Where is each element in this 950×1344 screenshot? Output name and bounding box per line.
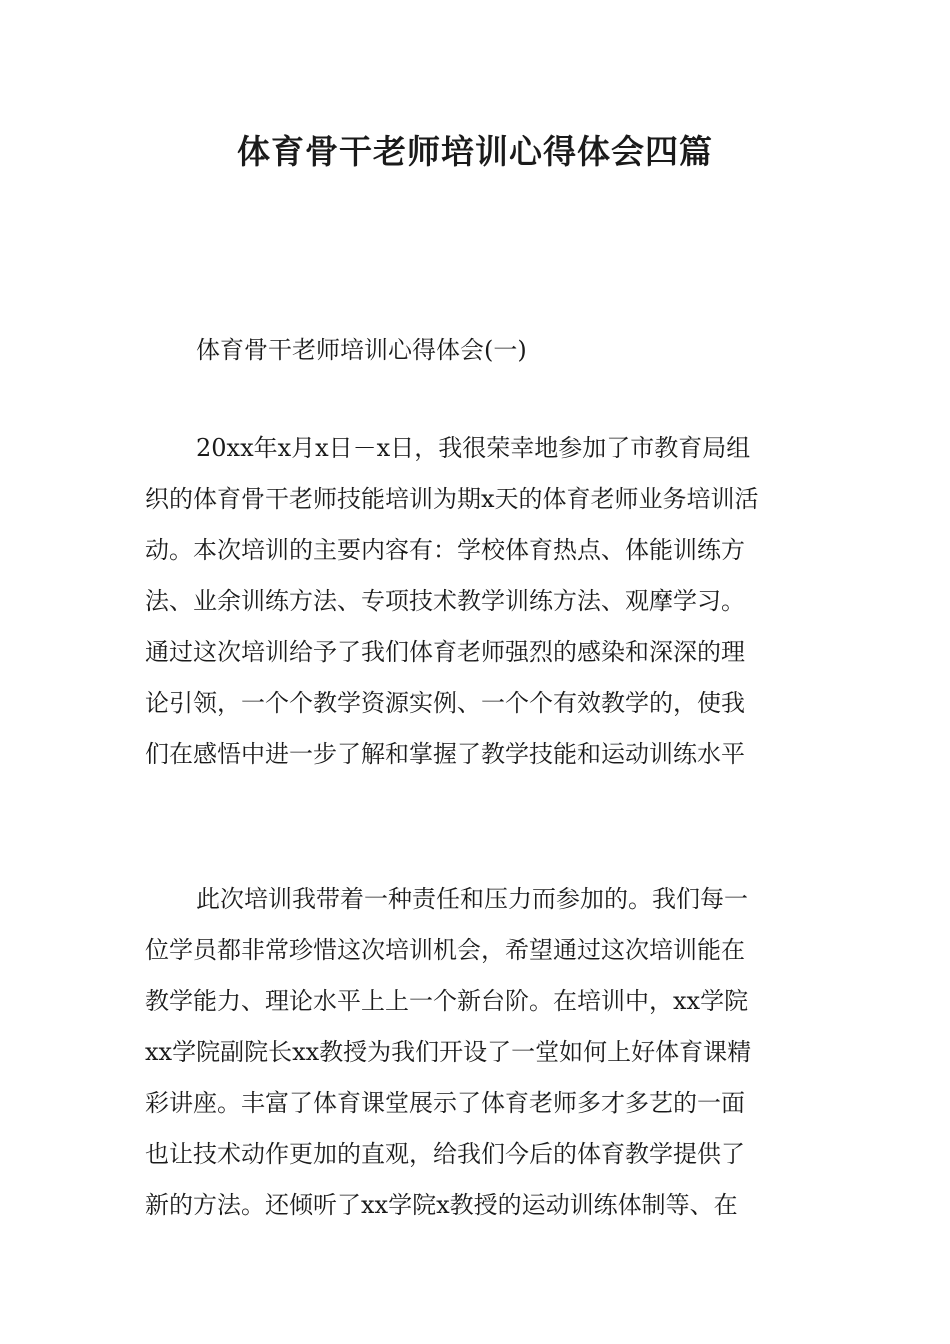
document-title: 体育骨干老师培训心得体会四篇 bbox=[237, 132, 713, 171]
paragraph-2-line: 位学员都非常珍惜这次培训机会，希望通过这次培训能在 bbox=[145, 936, 745, 964]
paragraph-1-line: 们在感悟中进一步了解和掌握了教学技能和运动训练水平 bbox=[145, 740, 745, 768]
paragraph-2-line: 教学能力、理论水平上上一个新台阶。在培训中，xx学院 bbox=[145, 987, 749, 1015]
paragraph-1-line: 法、业余训练方法、专项技术教学训练方法、观摩学习。 bbox=[145, 587, 745, 615]
paragraph-1 bbox=[145, 423, 810, 780]
paragraph-2-line: 此次培训我带着一种责任和压力而参加的。我们每一 bbox=[196, 885, 748, 913]
paragraph-2-line: 彩讲座。丰富了体育课堂展示了体育老师多才多艺的一面 bbox=[145, 1089, 745, 1117]
paragraph-2-line: 也让技术动作更加的直观，给我们今后的体育教学提供了 bbox=[145, 1140, 745, 1168]
paragraph-1-line: 织的体育骨干老师技能培训为期x天的体育老师业务培训活 bbox=[145, 485, 759, 513]
paragraph-1-line: 20xx年x月x日－x日，我很荣幸地参加了市教育局组 bbox=[196, 434, 751, 462]
paragraph-1-line: 论引领，一个个教学资源实例、一个个有效教学的，使我 bbox=[145, 689, 745, 717]
paragraph-2-line: xx学院副院长xx教授为我们开设了一堂如何上好体育课精 bbox=[145, 1038, 752, 1066]
paragraph-1-line: 动。本次培训的主要内容有：学校体育热点、体能训练方 bbox=[145, 536, 745, 564]
paragraph-2-line: 新的方法。还倾听了xx学院x教授的运动训练体制等、在 bbox=[145, 1191, 738, 1219]
paragraph-2 bbox=[145, 874, 810, 1231]
paragraph-1-line: 通过这次培训给予了我们体育老师强烈的感染和深深的理 bbox=[145, 638, 745, 666]
section-heading: 体育骨干老师培训心得体会(一) bbox=[196, 336, 527, 364]
